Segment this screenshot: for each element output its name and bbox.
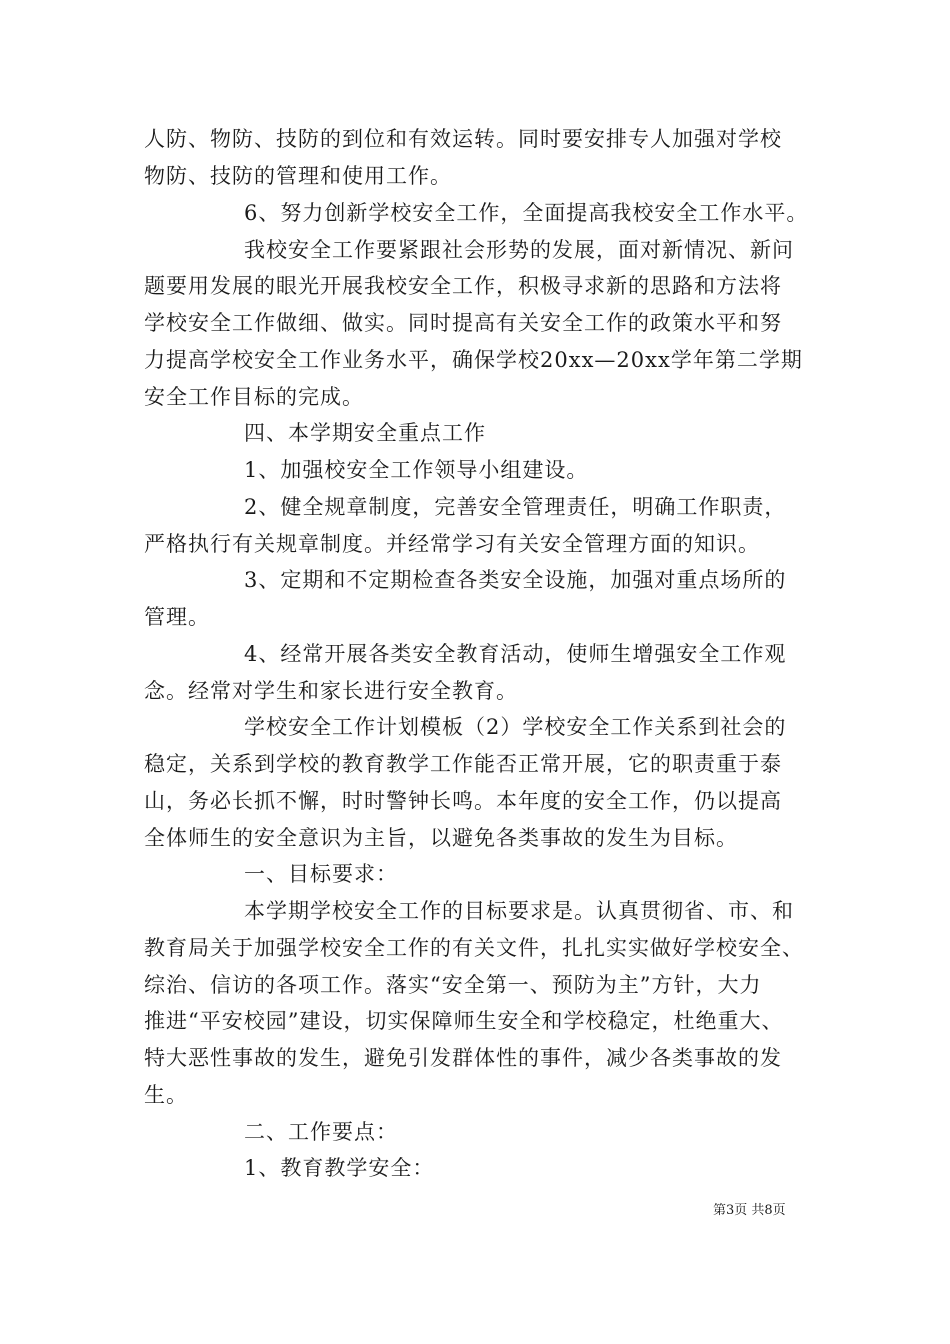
section-heading-1: 一、目标要求： xyxy=(244,862,398,886)
text-line-13: 3、定期和不定期检查各类安全设施，加强对重点场所的 xyxy=(244,568,787,592)
text-line-14: 管理。 xyxy=(144,605,210,629)
text-line-8: 安全工作目标的完成。 xyxy=(144,385,364,409)
section-heading-4: 四、本学期安全重点工作 xyxy=(244,421,486,445)
text-line-26: 特大恶性事故的发生，避免引发群体性的事件，减少各类事故的发 xyxy=(144,1046,782,1070)
text-line-23: 教育局关于加强学校安全工作的有关文件，扎扎实实做好学校安全、 xyxy=(144,936,804,960)
text-line-18: 稳定，关系到学校的教育教学工作能否正常开展，它的职责重于泰 xyxy=(144,752,782,776)
text-line-1: 人防、物防、技防的到位和有效运转。同时要安排专人加强对学校 xyxy=(144,127,782,151)
page-number-footer: 第3页 共8页 xyxy=(713,1203,786,1218)
section-heading-2: 二、工作要点： xyxy=(244,1120,398,1144)
text-line-25: 推进“平安校园”建设，切实保障师生安全和学校稳定，杜绝重大、 xyxy=(144,1009,784,1033)
text-line-3: 6、努力创新学校安全工作，全面提高我校安全工作水平。 xyxy=(244,201,809,225)
text-line-15: 4、经常开展各类安全教育活动，使师生增强安全工作观 xyxy=(244,642,787,666)
text-line-10: 1、加强校安全工作领导小组建设。 xyxy=(244,458,589,482)
text-line-11: 2、健全规章制度，完善安全管理责任，明确工作职责， xyxy=(244,495,787,519)
text-line-27: 生。 xyxy=(144,1083,188,1107)
text-line-29: 1、教育教学安全： xyxy=(244,1156,435,1180)
text-line-4: 我校安全工作要紧跟社会形势的发展，面对新情况、新问 xyxy=(244,238,794,262)
text-line-6: 学校安全工作做细、做实。同时提高有关安全工作的政策水平和努 xyxy=(144,311,782,335)
text-line-5: 题要用发展的眼光开展我校安全工作，积极寻求新的思路和方法将 xyxy=(144,274,782,298)
text-line-24: 综治、信访的各项工作。落实“安全第一、预防为主”方针，大力 xyxy=(144,973,762,997)
text-line-7: 力提高学校安全工作业务水平，确保学校20xx—20xx学年第二学期 xyxy=(144,348,803,372)
text-line-16: 念。经常对学生和家长进行安全教育。 xyxy=(144,679,518,703)
text-line-19: 山，务必长抓不懈，时时警钟长鸣。本年度的安全工作，仍以提高 xyxy=(144,789,782,813)
text-line-20: 全体师生的安全意识为主旨，以避免各类事故的发生为目标。 xyxy=(144,826,738,850)
text-line-17: 学校安全工作计划模板（2）学校安全工作关系到社会的 xyxy=(244,715,787,739)
text-line-22: 本学期学校安全工作的目标要求是。认真贯彻省、市、和 xyxy=(244,899,794,923)
text-line-2: 物防、技防的管理和使用工作。 xyxy=(144,164,452,188)
text-line-12: 严格执行有关规章制度。并经常学习有关安全管理方面的知识。 xyxy=(144,532,760,556)
